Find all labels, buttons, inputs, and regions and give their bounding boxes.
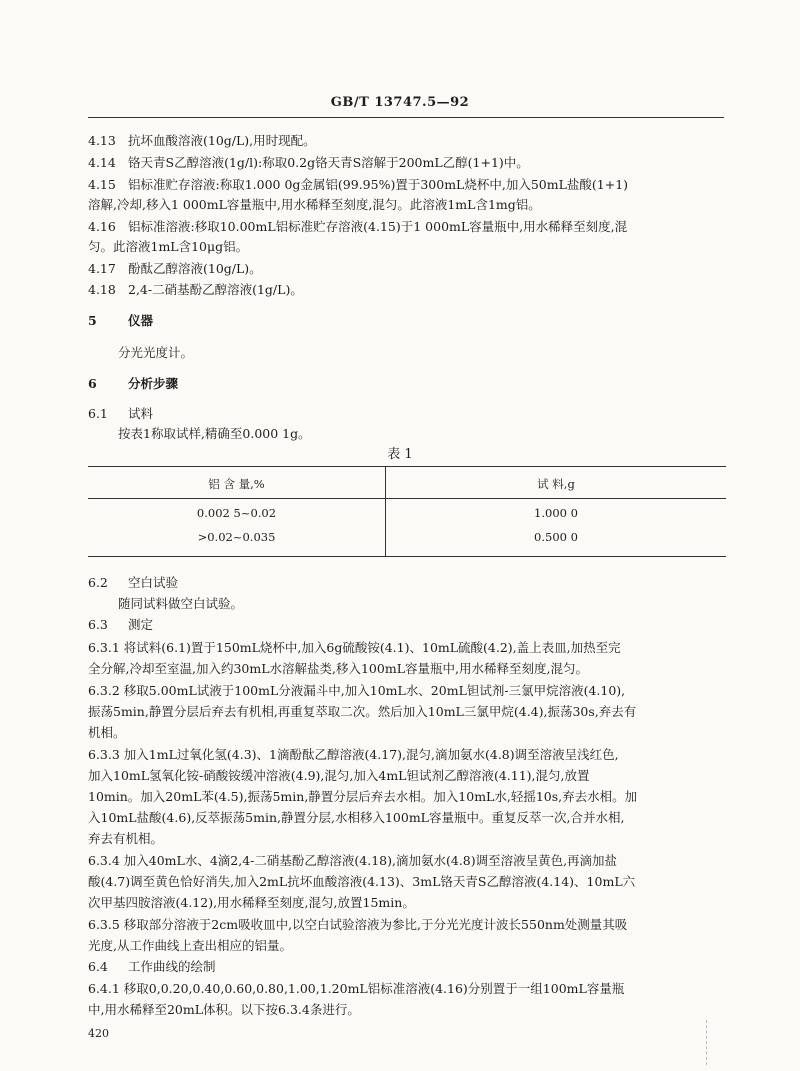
para-6-3-1-line: 6.3.1 将试料(6.1)置于150mL烧杯中,加入6g硫酸铵(4.1)、10mL硫酸(4.2),盖上表皿,加热至完 (88, 640, 621, 655)
para-6-4-1-line: 中,用水稀释至20mL体积。以下按6.3.4条进行。 (88, 1002, 360, 1017)
para-6-3-4-line: 次甲基四胺溶液(4.12),用水稀释至刻度,混匀,放置15min。 (88, 895, 415, 910)
para-6-3-1-line: 全分解,冷却至室温,加入约30mL水溶解盐类,移入100mL容量瓶中,用水稀释至刻度,混匀。 (88, 661, 588, 676)
para-6-3-2-line: 机相。 (88, 725, 126, 740)
table-header-rule (88, 498, 726, 499)
table-cell: >0.02~0.035 (197, 530, 276, 544)
section-6-2-heading: 6.2 空白试验 (88, 575, 179, 590)
para-6-3-3-line: 加入10mL氢氧化铵-硝酸铵缓冲溶液(4.9),混匀,加入4mL钽试剂乙醇溶液(4.11),混匀,放置 (88, 768, 590, 783)
para-6-3-2-line: 6.3.2 移取5.00mL试液于100mL分液漏斗中,加入10mL水、20mL钽试剂-三氯甲烷溶液(4.10), (88, 683, 626, 698)
item-4-16-cont: 匀。此溶液1mL含10μg铝。 (88, 239, 249, 254)
table-cell: 0.500 0 (534, 530, 578, 544)
item-4-17: 4.17 酚酞乙醇溶液(10g/L)。 (88, 261, 262, 276)
para-6-3-3-line: 入10mL盐酸(4.6),反萃振荡5min,静置分层,水相移入100mL容量瓶中。重复反萃一次,合并水相, (88, 810, 625, 825)
section-6-3-heading: 6.3 测定 (88, 617, 154, 632)
para-6-3-3-line: 弃去有机相。 (88, 831, 164, 846)
table-caption: 表 1 (387, 447, 413, 462)
table-header-sample: 试 料,g (537, 477, 575, 491)
section-6-1-text: 按表1称取试样,精确至0.000 1g。 (118, 426, 311, 441)
item-4-15: 4.15 铝标准贮存溶液:称取1.000 0g金属铝(99.95%)置于300mL烧杯中,加入50mL盐酸(1+1) (88, 177, 629, 192)
section-5-heading: 5 仪器 (88, 313, 154, 328)
item-4-16: 4.16 铝标准溶液:移取10.00mL铝标准贮存溶液(4.15)于1 000mL容量瓶中,用水稀释至刻度,混 (88, 219, 628, 234)
table-cell: 0.002 5~0.02 (196, 506, 277, 520)
scan-edge-mark (706, 1020, 707, 1065)
para-6-3-4-line: 6.3.4 加入40mL水、4滴2,4-二硝基酚乙醇溶液(4.18),滴加氨水(4.8)调至溶液呈黄色,再滴加盐 (88, 853, 618, 868)
para-6-3-3-line: 6.3.3 加入1mL过氧化氢(4.3)、1滴酚酞乙醇溶液(4.17),混匀,滴加氨水(4.8)调至溶液呈浅红色, (88, 747, 619, 762)
para-6-3-5-line: 光度,从工作曲线上查出相应的铝量。 (88, 938, 292, 953)
table-header-aluminum: 铝 含 量,% (208, 477, 265, 491)
section-6-2-text: 随同试料做空白试验。 (118, 596, 244, 611)
header-rule (88, 117, 724, 118)
item-4-15-cont: 溶解,冷却,移入1 000mL容量瓶中,用水稀释至刻度,混匀。此溶液1mL含1mg铝。 (88, 197, 541, 212)
page-number: 420 (88, 1027, 109, 1040)
table-cell: 1.000 0 (534, 506, 578, 520)
para-6-4-1-line: 6.4.1 移取0,0.20,0.40,0.60,0.80,1.00,1.20mL铝标准溶液(4.16)分别置于一组100mL容量瓶 (88, 981, 625, 996)
para-6-3-5-line: 6.3.5 移取部分溶液于2cm吸收皿中,以空白试验溶液为参比,于分光光度计波长550nm处测量其吸 (88, 917, 628, 932)
para-6-3-4-line: 酸(4.7)调至黄色恰好消失,加入2mL抗坏血酸溶液(4.13)、3mL铬天青S乙醇溶液(4.14)、10mL六 (88, 874, 636, 889)
item-4-14: 4.14 铬天青S乙醇溶液(1g/l):称取0.2g铬天青S溶解于200mL乙醇(1+1)中。 (88, 155, 529, 170)
table-top-rule (88, 466, 726, 467)
item-4-18: 4.18 2,4-二硝基酚乙醇溶液(1g/L)。 (88, 282, 303, 297)
section-5-text: 分光光度计。 (118, 345, 194, 360)
item-4-13: 4.13 抗坏血酸溶液(10g/L),用时现配。 (88, 133, 316, 148)
page-header: GB/T 13747.5—92 (330, 95, 470, 110)
para-6-3-2-line: 振荡5min,静置分层后弃去有机相,再重复萃取二次。然后加入10mL三氯甲烷(4.4),振荡30s,弃去有 (88, 704, 637, 719)
para-6-3-3-line: 10min。加入20mL苯(4.5),振荡5min,静置分层后弃去水相。加入10mL水,轻摇10s,弃去水相。加 (88, 789, 638, 804)
section-6-heading: 6 分析步骤 (88, 376, 179, 391)
section-6-4-heading: 6.4 工作曲线的绘制 (88, 959, 216, 974)
section-6-1-heading: 6.1 试料 (88, 406, 154, 421)
table-bottom-rule (88, 556, 726, 557)
